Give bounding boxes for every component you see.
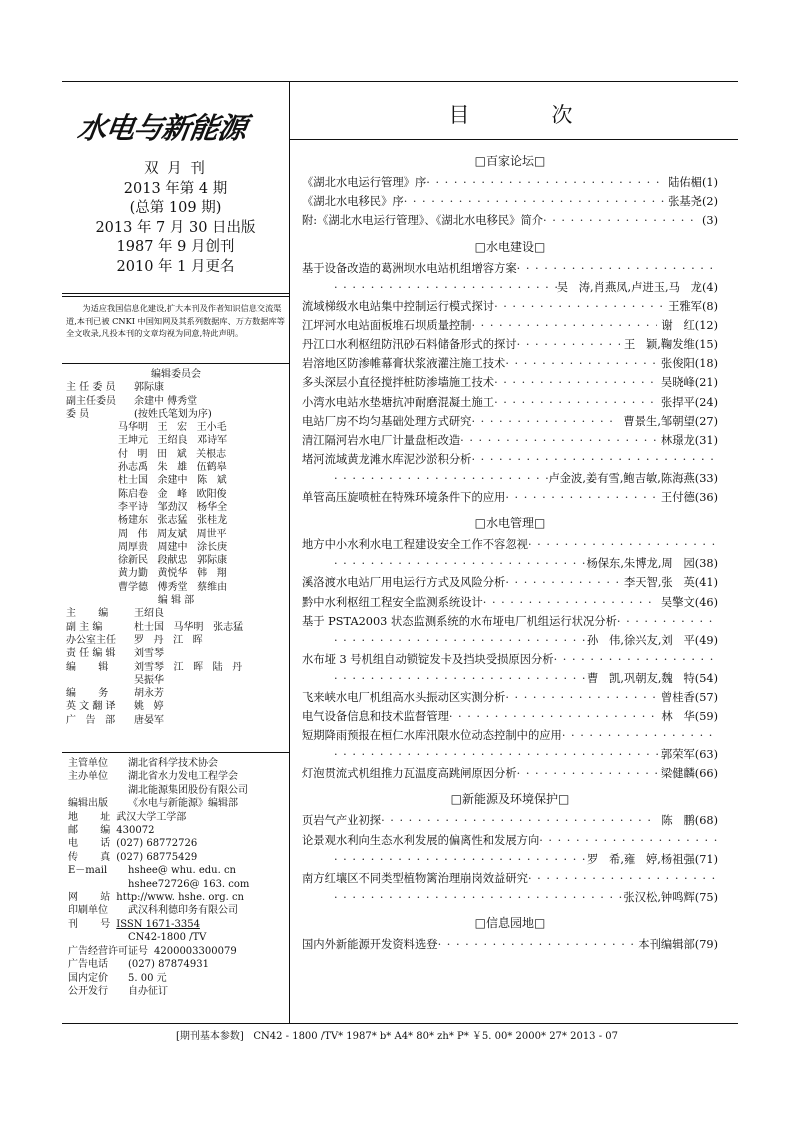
leader-dots (517, 261, 718, 277)
toc-entry[interactable] (302, 175, 718, 191)
committee-member-row: 孙志禹 朱 雄 伍鹤皋 (118, 462, 227, 474)
publisher-block (68, 757, 286, 998)
publisher-row (68, 931, 286, 944)
leader-dots (404, 194, 664, 210)
publisher-value: 《水电与新能源》编辑部 (128, 798, 238, 810)
journal-info (62, 160, 289, 277)
editorial-row (66, 714, 286, 727)
toc-entry-title[interactable]: 附:《湖北水电运行管理》、《湖北水电移民》简介 (302, 214, 544, 228)
committee-member-row: 杨建东 张志猛 张桂龙 (118, 515, 228, 527)
toc-entry-author: 郭荣军 (660, 748, 695, 762)
publisher-label: 公开发行 (68, 985, 108, 997)
toc-entry[interactable] (302, 614, 718, 630)
toc-entry-author: 吴擎文 (660, 595, 695, 609)
toc-entry-page: (54) (694, 671, 718, 685)
toc-entry-title[interactable]: 《湖北水电运行管理》序 (302, 176, 427, 189)
leader-dots (483, 595, 657, 611)
committee-member-row: 陈启卷 金 峰 欧阳俊 (118, 488, 227, 500)
publisher-row (68, 918, 286, 931)
toc-entry-continuation (334, 556, 718, 572)
publisher-value: (027) 87874931 (128, 959, 209, 971)
publisher-value: hshee@ whu. edu. cn (128, 865, 236, 877)
toc-entry-title[interactable]: 基于 PSTA2003 状态监测系统的水布垭电厂机组运行状况分析 (302, 614, 617, 628)
left-rule-1 (62, 293, 289, 294)
toc-entry-title[interactable]: 飞来峡水电厂机组高水头振动区实测分析 (302, 690, 506, 704)
toc-entry-page: (49) (694, 633, 718, 647)
leader-dots (449, 709, 658, 725)
publisher-row (68, 958, 286, 971)
copyright-notice: 为适应我国信息化建设,扩大本刊及作者知识信息交流渠道,本刊已被 CNKI 中国知网及其系列数据库、万方数据库等全文收录,凡投本刊的文章均视为同意,特此声明。 (66, 303, 285, 338)
publisher-row (68, 797, 286, 810)
publisher-label: 广告电话 (68, 959, 108, 971)
toc-entry-page: (8) (701, 299, 718, 313)
publisher-value: hshee72726@ 163. com (128, 878, 250, 890)
editorial-label: 编 辑 (66, 661, 109, 673)
toc-entry-title[interactable]: 国内外新能源开发资料选登 (302, 937, 438, 951)
renamed-date: 2010 年 1 月更名 (116, 258, 235, 275)
toc-entry-author: 王雅军 (668, 299, 702, 313)
toc-entry-page: (38) (694, 557, 718, 571)
editorial-value: 王绍良 (134, 608, 164, 620)
toc-entry[interactable] (302, 337, 718, 353)
editorial-row (66, 634, 286, 647)
editorial-value: 唐晏军 (134, 714, 164, 726)
toc-entry-page: (15) (694, 338, 718, 351)
publish-date: 2013 年 7 月 30 日出版 (95, 219, 256, 236)
director-name: 郭际康 (134, 382, 164, 394)
toc-entry-author: 罗 希,雍 婷,杨祖强 (586, 852, 695, 866)
leader-dots (539, 833, 718, 849)
publisher-value: 430072 (116, 825, 155, 837)
editorial-row (66, 621, 286, 634)
toc-entry-title[interactable]: 水布垭 3 号机组自动锁锭发卡及挡块受损原因分析 (302, 652, 554, 666)
leader-dots (505, 356, 657, 372)
toc-entry-continuation (334, 890, 718, 906)
committee-member-row: 黄力勤 黄悦华 韩 翔 (118, 568, 227, 580)
toc-entry[interactable] (302, 871, 718, 887)
toc-entry-title[interactable]: 小湾水电站水垫塘抗冲耐磨混凝土施工 (302, 395, 495, 409)
toc-entry-author: 卢金波,姜有雪,鲍吉敏,陈海燕 (548, 472, 695, 486)
leader-dots (517, 337, 620, 353)
toc-title-rule (289, 139, 738, 140)
toc-entry-continuation (334, 671, 718, 687)
leader-dots (334, 471, 548, 487)
toc-entry-page: (63) (694, 748, 718, 762)
toc-entry[interactable] (302, 452, 718, 468)
publisher-value: (027) 68775429 (116, 851, 198, 863)
toc-entry[interactable] (302, 595, 718, 611)
toc-entry-page: (41) (694, 576, 718, 590)
toc-entry-author: 张捍平 (660, 395, 695, 409)
toc-entry-author: 张俊阳 (660, 357, 695, 371)
leader-dots (562, 728, 718, 744)
toc-section-heading: □信息园地□ (474, 915, 546, 930)
toc-entry-page: (3) (701, 214, 718, 228)
publisher-label (68, 878, 128, 891)
publisher-label: 电 话 (68, 838, 111, 850)
publisher-row (68, 784, 286, 797)
members-note: (按姓氏笔划为序) (134, 408, 212, 420)
leader-dots (505, 690, 657, 706)
toc-entry-continuation (334, 471, 718, 487)
toc-entry-author: 杨保东,朱博龙,周 园 (586, 557, 695, 571)
committee-member-row: 徐新民 段献忠 郭际康 (118, 555, 228, 567)
leader-dots (528, 871, 718, 887)
toc-entry-author: 本刊编辑部 (638, 937, 695, 951)
toc-entry-author: 林 华 (661, 710, 695, 723)
toc-entry-page: (36) (694, 491, 718, 505)
publisher-row (68, 770, 286, 783)
publisher-value: http://www. hshe. org. cn (116, 892, 244, 904)
left-rule-3 (62, 752, 289, 753)
editorial-label: 主 编 (66, 608, 109, 620)
toc-entry-title[interactable]: 黔中水利枢纽工程安全监测系统设计 (302, 595, 483, 609)
editorial-row (66, 687, 286, 700)
publisher-label: 印刷单位 (68, 905, 108, 917)
column-divider (289, 81, 290, 1024)
leader-dots (471, 452, 718, 468)
publisher-row (68, 864, 286, 877)
editorial-label: 办公室主任 (66, 634, 116, 646)
toc-entry-title[interactable]: 清江隔河岩水电厂计量盘柜改造 (302, 434, 461, 447)
toc-entry[interactable] (302, 833, 718, 849)
leader-dots (543, 213, 698, 229)
leader-dots (505, 490, 657, 506)
toc-entry-page: (1) (701, 176, 718, 189)
publisher-row (68, 851, 286, 864)
editorial-label: 副 主 编 (66, 621, 103, 633)
editorial-label: 编 务 (66, 688, 109, 700)
frequency: 双 月 刊 (144, 161, 207, 177)
toc-entry-author: 孙 伟,徐兴友,刘 平 (586, 633, 695, 647)
toc-section-heading: □水电管理□ (474, 516, 546, 531)
publisher-row (68, 837, 286, 850)
leader-dots (334, 671, 587, 687)
publisher-label (68, 931, 128, 944)
toc-entry-continuation (334, 280, 718, 296)
leader-dots (617, 614, 718, 630)
toc-entry-title[interactable]: 基于设备改造的葛洲坝水电站机组增容方案 (302, 261, 517, 275)
toc-entry-author: 王付德 (660, 491, 695, 505)
committee-member-row: 马华明 王 宏 王小毛 (118, 422, 227, 434)
total-issue: (总第 109 期) (129, 200, 222, 216)
leader-dots (494, 395, 657, 411)
toc-entry-page: (59) (694, 710, 718, 723)
publisher-row (68, 757, 286, 770)
publisher-value: 自办征订 (128, 985, 168, 997)
toc-entry[interactable] (302, 433, 718, 449)
publisher-row (68, 985, 286, 998)
left-rule-1b (62, 296, 289, 297)
publisher-value: 武汉大学工学部 (116, 811, 187, 823)
committee-member-row: 王坤元 王绍良 邓诗军 (118, 435, 228, 447)
publisher-row (68, 891, 286, 904)
committee-member-row: 周厚贵 周建中 涂长庚 (118, 541, 228, 553)
publisher-label: 邮 编 (68, 825, 111, 837)
left-rule-2 (62, 363, 289, 364)
editorial-value: 吴振华 (134, 674, 164, 686)
publisher-label: 传 真 (68, 851, 111, 863)
editorial-value: 姚 婷 (134, 701, 164, 713)
toc-entry-title[interactable]: 多头深层小直径搅拌桩防渗墙施工技术 (302, 376, 495, 390)
editorial-row (66, 700, 286, 713)
publisher-label: 地 址 (68, 811, 111, 823)
toc-entry-author: 吴 涛,肖燕凤,卢进玉,马 龙 (556, 280, 702, 294)
issue: 2013 年第 4 期 (123, 180, 228, 197)
leader-dots (334, 852, 587, 868)
toc-entry-title[interactable]: 单管高压旋喷桩在特殊环境条件下的应用 (302, 491, 506, 505)
toc-entry-author: 梁健麟 (660, 767, 695, 781)
toc-entry-page: (31) (694, 434, 718, 447)
toc-entry[interactable] (302, 318, 718, 334)
toc-entry-page: (66) (694, 767, 718, 781)
footer-params: [期刊基本参数] CN42 - 1800 /TV* 1987* b* A4* 80* zh* P* ￥5. 00* 2000* 27* 2013 - 07 (176, 1031, 619, 1042)
toc-entry[interactable] (302, 728, 718, 744)
journal-logo: 水电与新能源 (75, 111, 249, 145)
leader-dots (334, 556, 586, 572)
toc-entry[interactable] (302, 194, 718, 210)
editorial-row (66, 674, 286, 687)
toc-entry-title[interactable]: 电气设备信息和技术监督管理 (302, 710, 449, 723)
toc-entry-page: (57) (694, 690, 718, 704)
toc-entry[interactable] (302, 813, 718, 829)
toc-section-heading: □新能源及环境保护□ (450, 792, 570, 807)
top-rule (62, 81, 738, 82)
publisher-label: 主管单位 (68, 758, 108, 769)
toc-entry-page: (27) (694, 414, 718, 428)
leader-dots (471, 414, 619, 430)
leader-dots (505, 575, 620, 591)
toc-entry[interactable] (302, 575, 718, 591)
leader-dots (528, 537, 718, 553)
toc-entry-page: (33) (694, 472, 718, 486)
toc-entry-continuation (334, 633, 718, 649)
leader-dots (334, 280, 557, 296)
publisher-label: 广告经营许可证号 (68, 945, 148, 957)
toc-entry-page: (79) (694, 937, 718, 951)
toc-entry-title[interactable]: 电站厂房不均匀基础处理方式研究 (302, 414, 472, 428)
toc-entry-title[interactable]: 页岩气产业初探 (302, 814, 382, 828)
toc-entry-author: 吴晓峰 (660, 376, 695, 390)
toc-entry-page: (2) (701, 195, 718, 209)
editorial-label: 责 任 编 辑 (66, 648, 116, 660)
publisher-row (68, 811, 286, 824)
toc-entry-author: 张汉松,钟鸣辉 (623, 890, 695, 904)
publisher-label: 网 站 (68, 892, 111, 904)
publisher-value: 武汉科利德印务有限公司 (128, 905, 238, 917)
toc-entry-page: (75) (694, 890, 718, 904)
toc-entry-author: 曹 凯,巩朝友,魏 特 (586, 671, 695, 685)
leader-dots (334, 633, 587, 649)
toc-entry-page: (68) (694, 814, 718, 828)
publisher-value: 湖北省科学技术协会 (128, 758, 218, 769)
toc-entry-author: 林璟龙 (660, 434, 695, 447)
toc-entry-author: 陈 鹏 (661, 814, 695, 828)
committee-block (66, 368, 286, 727)
toc-entry-title[interactable]: 江坪河水电站面板堆石坝质量控制 (302, 318, 472, 332)
toc-entry-title[interactable]: 流域梯级水电站集中控制运行模式探讨 (302, 299, 495, 313)
editorial-label (66, 674, 134, 687)
toc-section-heading: □水电建设□ (474, 239, 546, 254)
toc-entry-page: (71) (694, 852, 718, 866)
toc-entry-author: 谢 红 (661, 318, 695, 332)
editorial-value: 胡永芳 (134, 688, 164, 700)
leader-dots (381, 813, 657, 829)
leader-dots (460, 433, 657, 449)
leader-dots (494, 299, 664, 315)
publisher-row (68, 824, 286, 837)
publisher-row (68, 945, 286, 958)
founded-date: 1987 年 9 月创刊 (116, 239, 235, 255)
toc-entry-page: (21) (694, 376, 718, 390)
toc-entry[interactable] (302, 414, 718, 430)
toc-entry-continuation (334, 747, 718, 763)
toc-entry[interactable] (302, 299, 718, 315)
committee-member-row: 李平诗 邹劲汉 杨华全 (118, 501, 228, 513)
publisher-value: ISSN 1671-3354 (116, 918, 200, 930)
editorial-value: 刘雪琴 江 晖 陆 丹 (134, 661, 243, 673)
toc-entry-page: (12) (694, 318, 718, 332)
publisher-label: E－mail (68, 865, 108, 877)
toc-entry-author: 王 颖,鞠发维 (623, 338, 695, 351)
toc-entry-title[interactable]: 短期降雨预报在桓仁水库汛限水位动态控制中的应用 (302, 729, 562, 743)
bottom-rule (62, 1023, 738, 1024)
toc-entry[interactable] (302, 652, 718, 668)
committee-member-row: 杜士国 余建中 陈 斌 (118, 475, 227, 487)
editorial-label: 广 告 部 (66, 714, 116, 726)
toc-entry-page: (4) (701, 280, 718, 294)
toc-entry-title[interactable]: 岩溶地区防渗帷幕膏状浆液灌注施工技术 (302, 357, 506, 371)
toc-entry-title[interactable]: 地方中小水利水电工程建设安全工作不容忽视 (302, 538, 528, 552)
leader-dots (426, 175, 664, 191)
publisher-value: (027) 68772726 (116, 838, 198, 850)
toc-entry[interactable] (302, 395, 718, 411)
toc-entry[interactable] (302, 213, 718, 229)
publisher-value: 湖北能源集团股份有限公司 (128, 784, 248, 796)
committee-member-row: 付 明 田 斌 关根志 (118, 448, 227, 460)
toc-entry-author: 曾桂香 (660, 690, 695, 704)
publisher-value: 5. 00 元 (128, 972, 167, 984)
toc-entry[interactable] (302, 937, 718, 953)
editorial-label: 英 文 翻 译 (66, 701, 116, 713)
publisher-label: 刊 号 (68, 918, 111, 930)
leader-dots (554, 652, 718, 668)
toc-entry-title[interactable]: 丹江口水利枢纽防汛砂石料储备形式的探讨 (302, 338, 517, 351)
leader-dots (438, 937, 635, 953)
toc-entry[interactable] (302, 261, 718, 277)
vice-label: 副主任委员 (66, 395, 116, 407)
toc-section-heading: □百家论坛□ (474, 154, 546, 168)
committee-member-row: 周 伟 周友斌 周世平 (118, 528, 227, 540)
editorial-row (66, 607, 286, 620)
publisher-row (68, 972, 286, 985)
toc-entry-title[interactable]: 论景观水利向生态水利发展的偏离性和发展方向 (302, 833, 540, 847)
director-label: 主 任 委 员 (66, 382, 116, 394)
toc-entry[interactable] (302, 690, 718, 706)
editorial-value: 杜士国 马华明 张志猛 (134, 621, 244, 633)
leader-dots (334, 747, 661, 763)
members-label: 委 员 (66, 408, 90, 420)
toc-entry-title[interactable]: 灯泡贯流式机组推力瓦温度高跳闸原因分析 (302, 767, 517, 781)
toc-entry[interactable] (302, 490, 718, 506)
toc-entry-title[interactable]: 南方红壤区不同类型植物篱治理崩岗效益研究 (302, 871, 528, 885)
toc-entry[interactable] (302, 709, 718, 725)
toc-entry[interactable] (302, 766, 718, 782)
leader-dots (494, 375, 657, 391)
toc-entry-page: (24) (694, 395, 718, 409)
publisher-row (68, 878, 286, 891)
publisher-label: 国内定价 (68, 972, 108, 984)
publisher-label (68, 784, 128, 797)
leader-dots (334, 890, 623, 906)
committee-heading: 编辑委员会 (151, 369, 201, 380)
leader-dots (517, 766, 657, 782)
editorial-row (66, 647, 286, 660)
toc-entry-page: (46) (694, 595, 718, 609)
publisher-row (68, 904, 286, 917)
toc-entry-page: (18) (694, 357, 718, 371)
toc-title: 目 次 (448, 103, 579, 127)
leader-dots (471, 318, 657, 334)
editorial-row (66, 661, 286, 674)
toc-entry[interactable] (302, 537, 718, 553)
editorial-value: 罗 丹 江 晖 (134, 634, 203, 646)
publisher-label: 主办单位 (68, 771, 108, 783)
editorial-value: 刘雪琴 (134, 648, 164, 660)
toc-entry-title[interactable]: 溪洛渡水电站厂用电运行方式及风险分析 (302, 576, 506, 590)
vice-names: 余建中 傅秀堂 (134, 395, 198, 407)
toc-entry-continuation (334, 852, 718, 868)
toc-entry[interactable] (302, 356, 718, 372)
toc-entry-author: 陆佑楣 (668, 176, 702, 189)
editorial-heading: 编 辑 部 (157, 595, 195, 607)
toc-entry-author: 张基尧 (668, 195, 702, 209)
publisher-label: 编辑出版 (68, 798, 108, 810)
publisher-value: 湖北省水力发电工程学会 (128, 771, 238, 783)
committee-member-row: 曹学德 傅秀堂 蔡维由 (118, 581, 228, 593)
toc-entry-title[interactable]: 堵河流域黄龙滩水库泥沙淤积分析 (302, 453, 472, 467)
toc-entry-title[interactable]: 《湖北水电移民》序 (302, 195, 404, 209)
toc-entry-author: 李天智,张 英 (623, 576, 695, 590)
toc-entry-author: 曹景生,邹朝望 (623, 414, 695, 428)
publisher-value: CN42-1800 /TV (128, 932, 207, 944)
publisher-value: 4200003300079 (154, 945, 237, 957)
toc-entry[interactable] (302, 375, 718, 391)
